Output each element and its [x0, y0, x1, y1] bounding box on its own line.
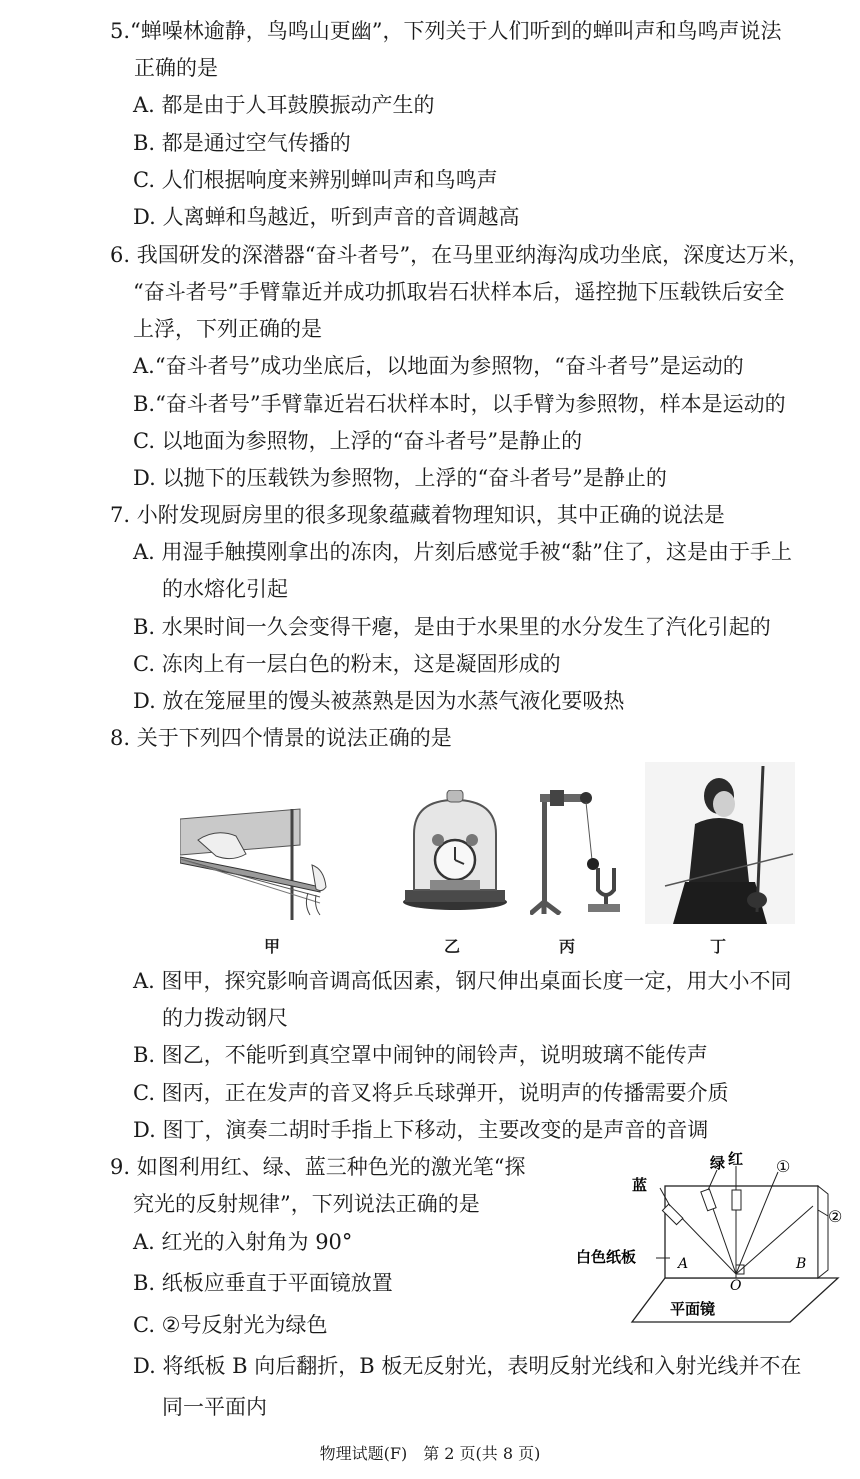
q8-figure-ding-erhu-player: [645, 762, 795, 924]
label-mirror: 平面镜: [670, 1300, 716, 1318]
q8-caption-yi: 乙: [444, 937, 461, 956]
q8-option-a-line1: A. 图甲，探究影响音调高低因素，钢尺伸出桌面长度一定，用大小不同: [133, 969, 792, 993]
q5-option-d: D. 人离蝉和鸟越近，听到声音的音调越高: [133, 205, 520, 229]
q6-option-d: D. 以抛下的压载铁为参照物，上浮的“奋斗者号”是静止的: [133, 466, 667, 490]
q9-stem-line2: 究光的反射规律”，下列说法正确的是: [133, 1192, 480, 1216]
q9-option-d-line1: D. 将纸板 B 向后翻折，B 板无反射光，表明反射光线和入射光线并不在: [133, 1354, 802, 1378]
q7-option-a-line2: 的水熔化引起: [162, 577, 288, 601]
q8-option-a-line2: 的力拨动钢尺: [162, 1006, 288, 1030]
label-point-o: O: [730, 1278, 742, 1294]
label-white-board: 白色纸板: [576, 1248, 637, 1266]
q7-option-b: B. 水果时间一久会变得干瘪，是由于水果里的水分发生了汽化引起的: [133, 615, 771, 639]
q6-option-c: C. 以地面为参照物，上浮的“奋斗者号”是静止的: [133, 429, 583, 453]
label-board-a: A: [678, 1256, 689, 1272]
q7-option-c: C. 冻肉上有一层白色的粉末，这是凝固形成的: [133, 652, 561, 676]
q5-option-a: A. 都是由于人耳鼓膜振动产生的: [133, 93, 435, 117]
q7-option-a-line1: A. 用湿手触摸刚拿出的冻肉，片刻后感觉手被“黏”住了，这是由于手上: [133, 540, 792, 564]
q9-reflection-diagram: [570, 1150, 855, 1325]
q6-stem-line3: 上浮，下列正确的是: [133, 317, 322, 341]
label-red: 红: [728, 1150, 744, 1168]
q8-figure-jia-ruler: [180, 805, 330, 920]
label-board-b: B: [796, 1256, 807, 1272]
q5-stem-line2: 正确的是: [134, 56, 218, 80]
q5-stem-line1: 5.“蝉噪林逾静，鸟鸣山更幽”，下列关于人们听到的蝉叫声和鸟鸣声说法: [110, 19, 782, 43]
q8-figure-yi-bell-jar: [400, 790, 510, 912]
q8-option-c: C. 图丙，正在发声的音叉将乒乓球弹开，说明声的传播需要介质: [133, 1081, 729, 1105]
q7-stem: 7. 小附发现厨房里的很多现象蕴藏着物理知识，其中正确的说法是: [110, 503, 725, 527]
q9-stem-line1: 9. 如图利用红、绿、蓝三种色光的激光笔“探: [110, 1155, 526, 1179]
q9-option-a: A. 红光的入射角为 90°: [133, 1230, 353, 1254]
label-ray-1: ①: [776, 1157, 791, 1176]
q6-option-a: A.“奋斗者号”成功坐底后，以地面为参照物，“奋斗者号”是运动的: [133, 354, 744, 378]
q6-stem-line2: “奋斗者号”手臂靠近并成功抓取岩石状样本后，遥控抛下压载铁后安全: [133, 280, 785, 304]
q8-caption-jia: 甲: [264, 937, 281, 956]
q9-option-c: C. ②号反射光为绿色: [133, 1313, 328, 1337]
q8-option-b: B. 图乙，不能听到真空罩中闹钟的闹铃声，说明玻璃不能传声: [133, 1043, 708, 1067]
q9-option-d-line2: 同一平面内: [162, 1395, 267, 1419]
q6-option-b: B.“奋斗者号”手臂靠近岩石状样本时，以手臂为参照物，样本是运动的: [133, 392, 786, 416]
q8-caption-ding: 丁: [710, 937, 727, 956]
q5-option-c: C. 人们根据响度来辨别蝉叫声和鸟鸣声: [133, 168, 498, 192]
page-footer: 物理试题(F) 第 2 页(共 8 页): [319, 1444, 541, 1463]
label-blue: 蓝: [632, 1176, 648, 1194]
q6-stem-line1: 6. 我国研发的深潜器“奋斗者号”，在马里亚纳海沟成功坐底，深度达万米，: [110, 243, 810, 267]
label-green: 绿: [710, 1154, 726, 1172]
q5-option-b: B. 都是通过空气传播的: [133, 131, 351, 155]
q8-option-d: D. 图丁，演奏二胡时手指上下移动，主要改变的是声音的音调: [133, 1118, 709, 1142]
q8-caption-bing: 丙: [559, 937, 576, 956]
q8-figure-bing-tuning-fork: [530, 790, 620, 915]
q7-option-d: D. 放在笼屉里的馒头被蒸熟是因为水蒸气液化要吸热: [133, 689, 625, 713]
label-ray-2: ②: [828, 1207, 843, 1226]
q9-option-b: B. 纸板应垂直于平面镜放置: [133, 1271, 393, 1295]
q8-stem: 8. 关于下列四个情景的说法正确的是: [110, 726, 452, 750]
